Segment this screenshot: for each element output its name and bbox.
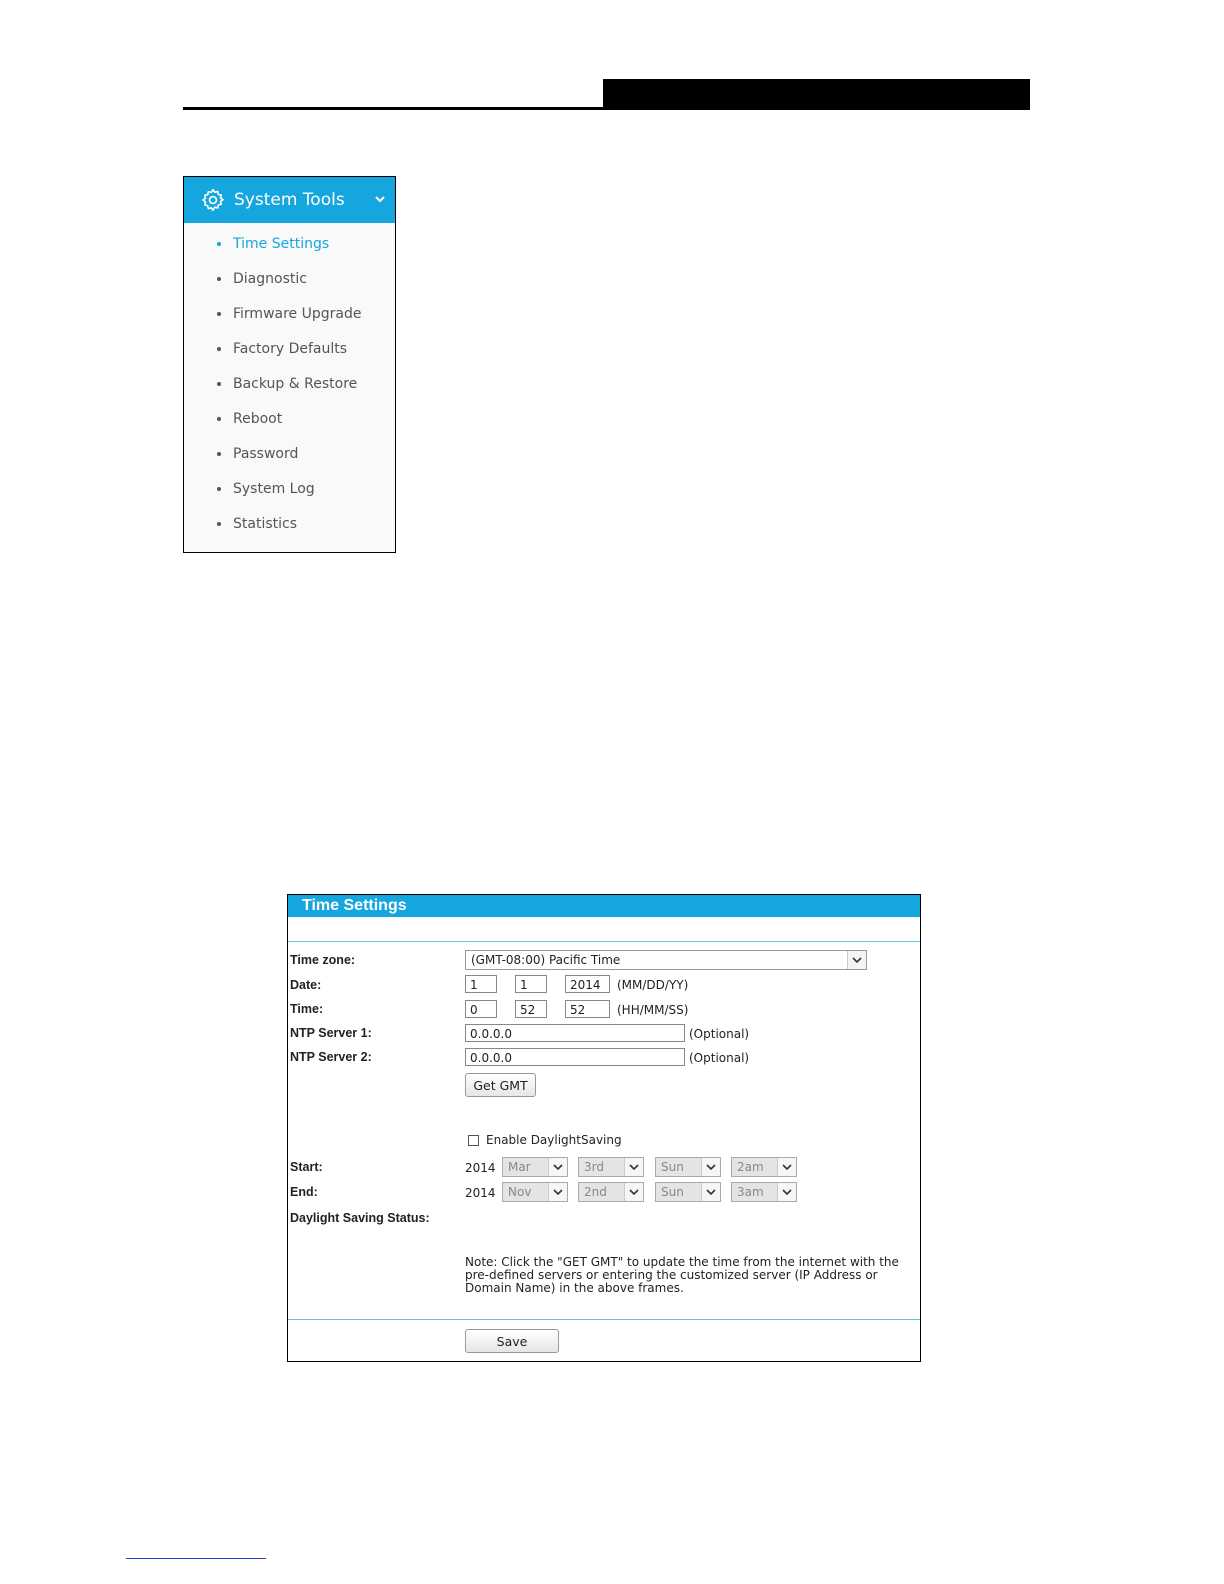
menu-item-label: Factory Defaults xyxy=(233,340,348,357)
menu-header[interactable] xyxy=(184,177,395,223)
date-format-hint: (MM/DD/YY) xyxy=(617,978,689,992)
time-hour-input[interactable]: 0 xyxy=(465,1000,497,1018)
time-label: Time: xyxy=(290,1002,324,1016)
ntp-server-2-hint: (Optional) xyxy=(689,1051,750,1065)
menu-item-label: Statistics xyxy=(233,515,297,532)
menu-list xyxy=(184,223,395,541)
end-hour-value: 3am xyxy=(737,1185,764,1199)
chevron-down-icon xyxy=(777,1158,796,1176)
menu-item-factory-defaults[interactable] xyxy=(184,331,395,366)
time-settings-panel xyxy=(287,894,921,1362)
menu-item-label: Firmware Upgrade xyxy=(233,305,362,322)
start-year: 2014 xyxy=(465,1161,496,1175)
menu-item-diagnostic[interactable] xyxy=(184,261,395,296)
time-minute-input[interactable]: 52 xyxy=(515,1000,547,1018)
menu-item-password[interactable] xyxy=(184,436,395,471)
end-day-select[interactable] xyxy=(655,1182,721,1202)
date-year-input[interactable]: 2014 xyxy=(565,975,610,993)
bullet xyxy=(217,452,221,456)
start-week-value: 3rd xyxy=(584,1160,604,1174)
start-label: Start: xyxy=(290,1160,323,1174)
menu-title: System Tools xyxy=(234,190,345,210)
bullet xyxy=(217,242,221,246)
end-month-select[interactable] xyxy=(502,1182,568,1202)
start-week-select[interactable] xyxy=(578,1157,644,1177)
time-zone-select[interactable] xyxy=(465,950,867,970)
date-day-input[interactable]: 1 xyxy=(515,975,547,993)
start-month-select[interactable] xyxy=(502,1157,568,1177)
divider xyxy=(288,1319,920,1320)
menu-item-statistics[interactable] xyxy=(184,506,395,541)
enable-daylight-saving-label: Enable DaylightSaving xyxy=(486,1133,622,1147)
end-year: 2014 xyxy=(465,1186,496,1200)
menu-item-backup-restore[interactable] xyxy=(184,366,395,401)
end-label: End: xyxy=(290,1185,318,1199)
end-week-value: 2nd xyxy=(584,1185,607,1199)
ntp-server-1-hint: (Optional) xyxy=(689,1027,750,1041)
chevron-down-icon xyxy=(701,1183,720,1201)
menu-item-label: Diagnostic xyxy=(233,270,307,287)
bullet xyxy=(217,522,221,526)
panel-title: Time Settings xyxy=(288,895,920,917)
start-hour-select[interactable] xyxy=(731,1157,797,1177)
chevron-down-icon xyxy=(548,1183,567,1201)
ntp-server-2-label: NTP Server 2: xyxy=(290,1050,372,1064)
menu-item-label: Time Settings xyxy=(233,235,330,252)
bullet xyxy=(217,417,221,421)
chevron-down-icon[interactable] xyxy=(373,192,387,206)
ntp-server-1-input[interactable]: 0.0.0.0 xyxy=(465,1024,685,1042)
chevron-down-icon xyxy=(624,1158,643,1176)
end-month-value: Nov xyxy=(508,1185,532,1199)
get-gmt-button[interactable]: Get GMT xyxy=(465,1073,536,1097)
footer-rule xyxy=(126,1558,266,1559)
bullet xyxy=(217,277,221,281)
chevron-down-icon xyxy=(777,1183,796,1201)
ntp-server-1-label: NTP Server 1: xyxy=(290,1026,372,1040)
end-day-value: Sun xyxy=(661,1185,684,1199)
ntp-server-2-input[interactable]: 0.0.0.0 xyxy=(465,1048,685,1066)
menu-item-firmware-upgrade[interactable] xyxy=(184,296,395,331)
menu-item-reboot[interactable] xyxy=(184,401,395,436)
bullet xyxy=(217,487,221,491)
menu-item-label: Password xyxy=(233,445,299,462)
bullet xyxy=(217,347,221,351)
enable-daylight-saving-checkbox[interactable] xyxy=(468,1135,479,1146)
chevron-down-icon xyxy=(701,1158,720,1176)
time-zone-label: Time zone: xyxy=(290,953,356,967)
divider xyxy=(288,941,920,942)
note-text: Note: Click the "GET GMT" to update the time from the internet with the pre-defined servers or entering the customized server (IP Address or Domain Name) in the above frames. xyxy=(465,1255,899,1295)
date-label: Date: xyxy=(290,978,322,992)
end-hour-select[interactable] xyxy=(731,1182,797,1202)
header-bar xyxy=(603,79,1030,110)
end-week-select[interactable] xyxy=(578,1182,644,1202)
start-day-select[interactable] xyxy=(655,1157,721,1177)
menu-item-label: Reboot xyxy=(233,410,283,427)
start-hour-value: 2am xyxy=(737,1160,764,1174)
bullet xyxy=(217,312,221,316)
time-format-hint: (HH/MM/SS) xyxy=(617,1003,689,1017)
menu-item-label: System Log xyxy=(233,480,315,497)
date-month-input[interactable]: 1 xyxy=(465,975,497,993)
menu-item-system-log[interactable] xyxy=(184,471,395,506)
start-day-value: Sun xyxy=(661,1160,684,1174)
chevron-down-icon xyxy=(548,1158,567,1176)
gear-icon xyxy=(200,187,226,213)
bullet xyxy=(217,382,221,386)
daylight-saving-status-label: Daylight Saving Status: xyxy=(290,1211,430,1225)
system-tools-menu xyxy=(183,176,396,553)
time-zone-value: (GMT-08:00) Pacific Time xyxy=(471,953,621,967)
save-button[interactable]: Save xyxy=(465,1329,559,1353)
start-month-value: Mar xyxy=(508,1160,531,1174)
time-second-input[interactable]: 52 xyxy=(565,1000,610,1018)
chevron-down-icon xyxy=(624,1183,643,1201)
menu-item-time-settings[interactable] xyxy=(184,226,395,261)
header-rule xyxy=(183,107,603,110)
menu-item-label: Backup & Restore xyxy=(233,375,358,392)
chevron-down-icon xyxy=(847,951,866,969)
